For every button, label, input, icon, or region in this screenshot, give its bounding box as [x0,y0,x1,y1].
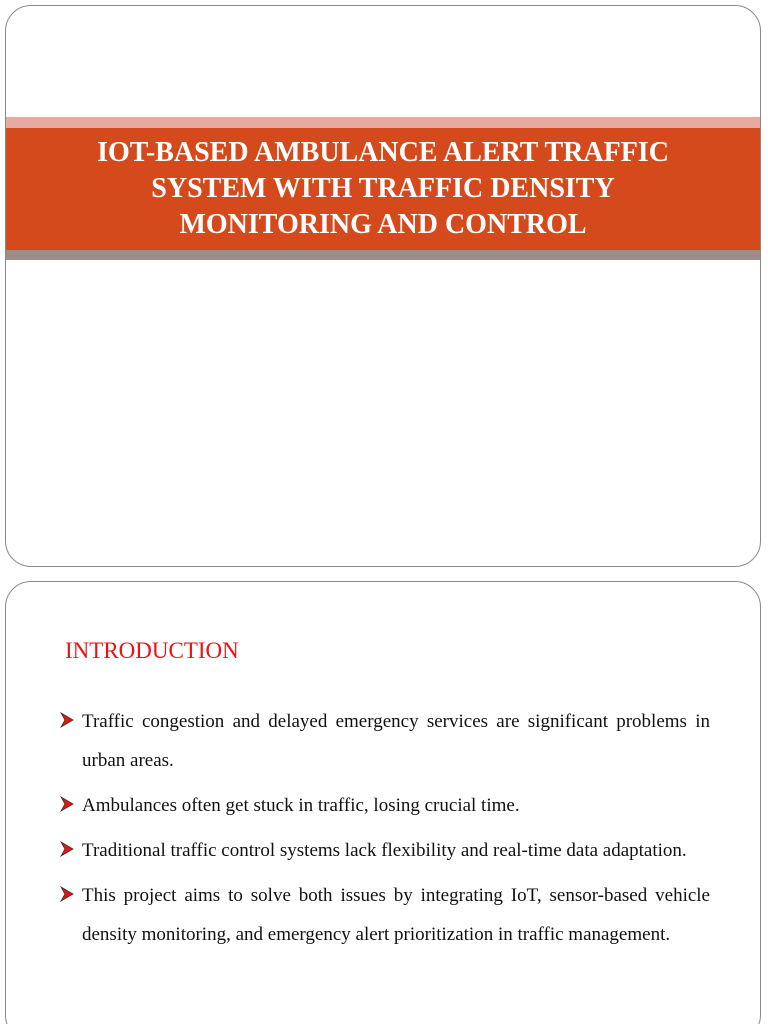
list-item [58,702,710,780]
list-item [58,876,710,954]
title-slide [5,5,761,567]
bullet-text: This project aims to solve both issues by integrating IoT, sensor-based vehicle density monitoring, and emergency alert prioritization in traffic management. [82,885,710,945]
bullet-text: Ambulances often get stuck in traffic, losing crucial time. [82,795,520,816]
arrow-bullet-icon [60,876,76,915]
title-band [6,128,760,250]
arrow-bullet-icon [60,831,76,870]
bullet-list [58,702,710,960]
introduction-slide [5,581,761,1024]
arrow-bullet-icon [60,702,76,741]
title-band-bottom-stripe [6,250,760,260]
title-band-top-stripe [6,117,760,128]
bullet-text: Traffic congestion and delayed emergency services are significant problems in urban areas. [82,711,710,771]
list-item [58,786,710,825]
slide-title: IOT-BASED AMBULANCE ALERT TRAFFIC SYSTEM WITH TRAFFIC DENSITY MONITORING AND CONTROL [97,137,669,240]
arrow-bullet-icon [60,786,76,825]
bullet-text: Traditional traffic control systems lack flexibility and real-time data adaptation. [82,840,687,861]
list-item [58,831,710,870]
section-heading: INTRODUCTION [65,638,239,663]
